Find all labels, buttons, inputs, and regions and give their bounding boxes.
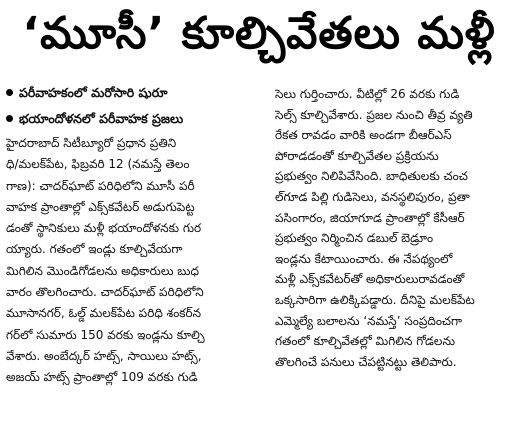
text-line: డంతో స్థానికులు మళ్లీ భయాందోళనకు గుర [6, 221, 202, 236]
bullet-item [6, 84, 268, 101]
text-line: మిగిలిన మొండిగోడలను అధికారులు బుధ [6, 263, 199, 278]
right-column [275, 84, 515, 429]
body-text-left [6, 133, 268, 389]
bullet-text: పరీవాహకంలో మరోసారి షురూ [19, 85, 168, 100]
text-line: య్యారు. గతంలో ఇండ్లు కూల్చివేయగా [6, 242, 183, 257]
text-line: గర్‌లో సుమారు 150 వరకు ఇండ్లను కూల్చి [6, 327, 205, 342]
text-line: పోరాడడంతో కూల్చివేతల ప్రక్రియను [275, 148, 439, 163]
text-line: సెలు గుర్తించారు. వీటిల్లో 26 వరకు గుడి [275, 87, 460, 101]
text-line: గాణ): చాదర్‌ఘాట్ పరిధిలోని మూసీ పరీ [6, 178, 195, 193]
bullet-dot-icon [6, 89, 13, 96]
text-line: మూసానగర్, ఓల్డ్ మలక్‌పేట పరిధి శంకర్‌న [6, 306, 202, 321]
text-line: అజయ్ హట్స్ ప్రాంతాల్లో 109 వరకు గుడి [6, 370, 198, 385]
text-line: వారం తొలగించారు. చాదర్‌ఘాట్ పరిధిలోని [6, 285, 204, 300]
text-line: పసింగారం, జియాగూడ ప్రాంతాల్లో కేసీఆర్ [275, 210, 465, 225]
text-line: తొలగించే పనులు చేపట్టినట్టు తెలిపారు. [275, 354, 457, 369]
text-line: ప్రభుత్వం నిర్మించిన డబుల్ బెడ్రూం [275, 231, 434, 246]
bullet-text: భయాందోళనలో పరీవాహక ప్రజలు [19, 111, 184, 126]
text-line: ల్‌గూడ పిల్లి గుడిసెలు, వనస్థలిపురం, ప్రతా [275, 189, 470, 204]
text-line: మళ్లీ ఎక్స్‌కవేటర్‌తో అధికారులురావడంతో [275, 272, 465, 287]
text-line: రేకత రావడం వారికి అండగా బీఆర్‌ఎస్ [275, 128, 452, 143]
bullet-list [6, 84, 268, 127]
text-line: ఇండ్లను కేటాయించారు. ఈ నేపథ్యంలో [275, 251, 453, 266]
headline: ‘మూసీ’ కూల్చివేతలు మళ్లీ [22, 8, 496, 59]
text-line: ధి/మలక్‌పేట, ఫిబ్రవరి 12 (నమస్తే తెలం [6, 157, 190, 172]
bullet-item [6, 110, 268, 127]
left-column [6, 84, 268, 429]
text-line: గతంలో కూల్చివేతల్లో మిగిలిన గోడలను [275, 334, 456, 349]
text-line: ఒక్కసారిగా ఉలిక్కిపడ్డారు. దీనిపై మలక్‌పేట [275, 292, 475, 307]
text-line: వాహక ప్రాంతాల్లో ఎక్స్‌కవేటర్ అడుగుపెట్ట [6, 199, 195, 214]
bullet-dot-icon [6, 115, 13, 122]
text-line: హైదరాబాద్ సిటీబ్యూరో ప్రధాన ప్రతిని [6, 136, 177, 150]
text-line: ఎమ్మెల్యే బలాలను ‘నమస్తే’ సంప్రదించగా [275, 313, 463, 328]
text-line: సెల్స్ కూల్చివేశారు. ప్రజల నుంచి తీవ్ర వ్యతి [275, 107, 473, 122]
text-line: ప్రభుత్వం నిలిపివేసింది. బాధితులకు చంచ [275, 169, 468, 184]
text-line: వేశారు. అంబేద్కర్ హట్స్, సాయిలు హట్స్, [6, 348, 202, 363]
